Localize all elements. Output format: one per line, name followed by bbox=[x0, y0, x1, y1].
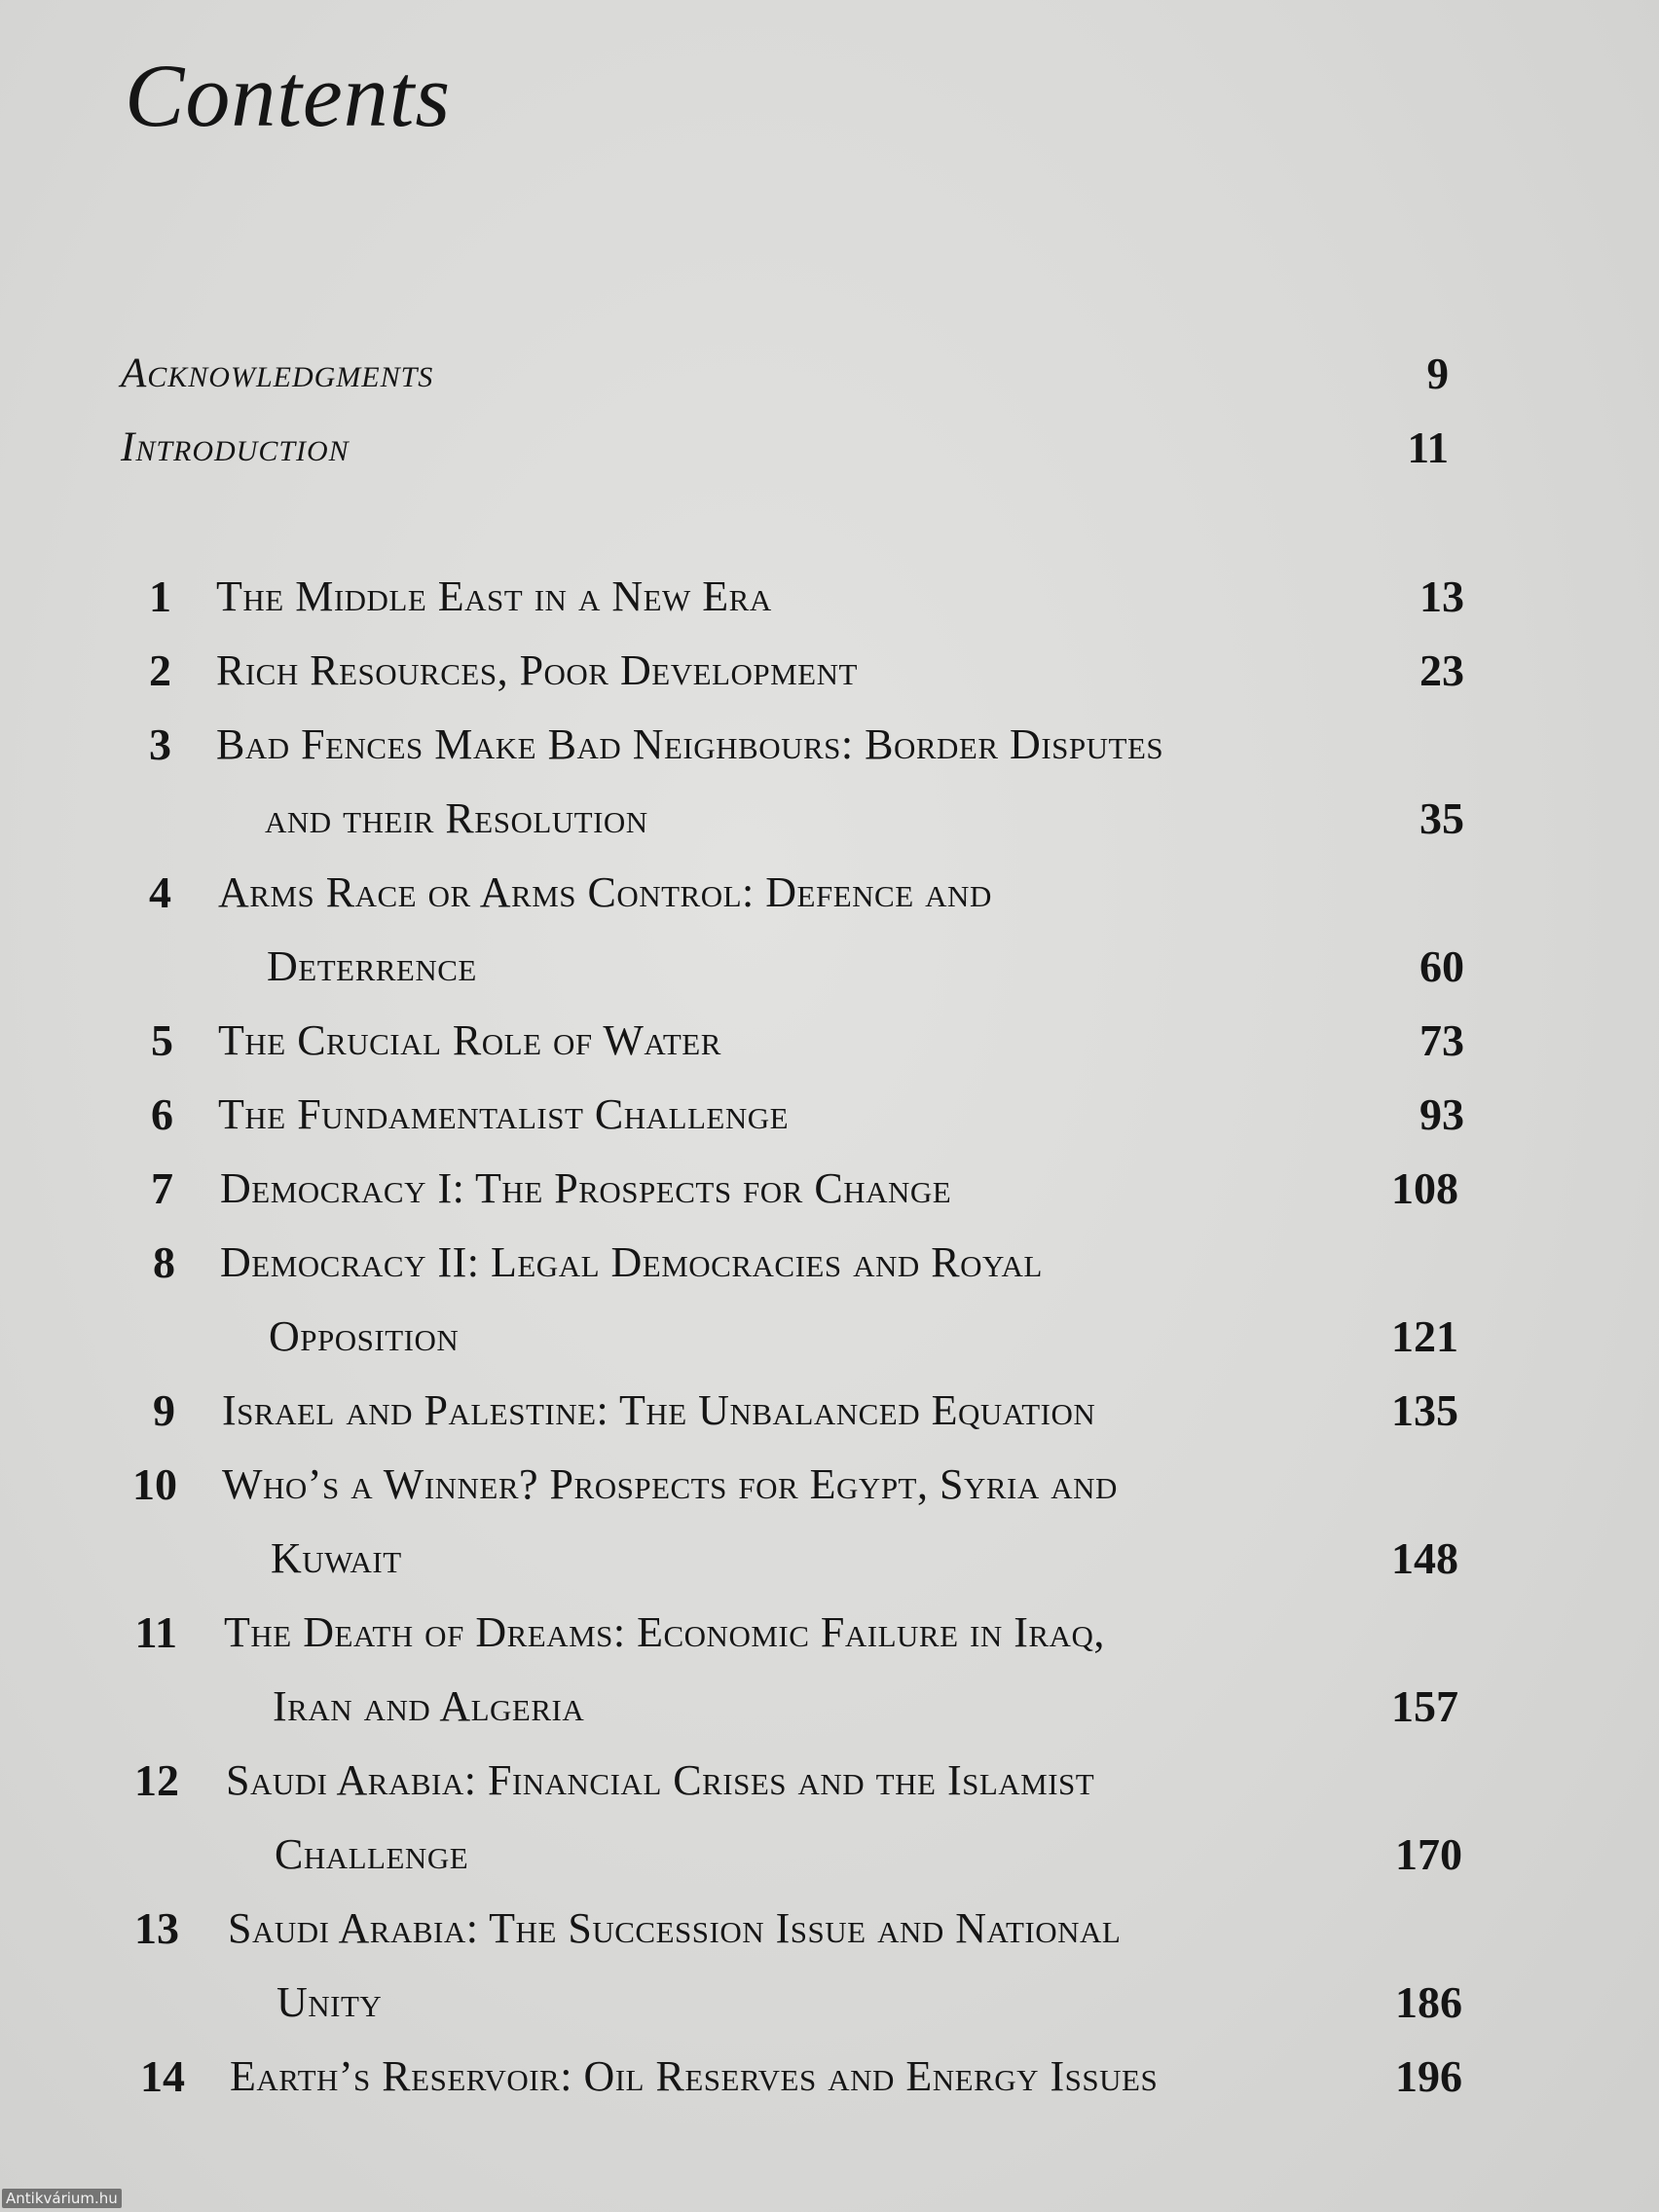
chapter-title: The Middle East in a New Era bbox=[216, 572, 772, 620]
page-number: 186 bbox=[1395, 1977, 1462, 2027]
chapter-number: 1 bbox=[149, 571, 171, 621]
chapter-number: 6 bbox=[151, 1089, 173, 1139]
chapter-title-continued: Deterrence bbox=[267, 942, 477, 990]
chapter-entry-11[interactable] bbox=[0, 1599, 1659, 1667]
page-number: 157 bbox=[1391, 1681, 1458, 1731]
page-number: 73 bbox=[1419, 1015, 1464, 1065]
chapter-entry-10[interactable] bbox=[0, 1451, 1659, 1519]
front-matter-acknowledgments[interactable] bbox=[121, 345, 1449, 403]
chapter-entry-13[interactable] bbox=[0, 1895, 1659, 1963]
chapter-title: Saudi Arabia: Financial Crises and the Islamist bbox=[226, 1756, 1095, 1804]
page-number: 196 bbox=[1395, 2051, 1462, 2101]
chapter-number: 2 bbox=[149, 645, 171, 695]
page-number: 93 bbox=[1419, 1089, 1464, 1139]
page-title: Contents bbox=[125, 46, 452, 145]
chapter-title: Saudi Arabia: The Succession Issue and National bbox=[228, 1904, 1122, 1952]
page-number: 11 bbox=[1407, 424, 1449, 472]
chapter-title: Arms Race or Arms Control: Defence and bbox=[218, 868, 992, 916]
chapter-title: Earth’s Reservoir: Oil Reserves and Energy Issues bbox=[230, 2052, 1159, 2100]
front-matter-label: Acknowledgments bbox=[121, 350, 434, 396]
chapter-title-continued: and their Resolution bbox=[265, 794, 648, 842]
chapter-entry-12-continued[interactable] bbox=[0, 1821, 1659, 1889]
page-number: 23 bbox=[1419, 645, 1464, 695]
chapter-entry-6[interactable] bbox=[0, 1081, 1659, 1149]
chapter-number: 14 bbox=[140, 2051, 185, 2101]
chapter-entry-8-continued[interactable] bbox=[0, 1303, 1659, 1371]
chapter-title: Who’s a Winner? Prospects for Egypt, Syria and bbox=[222, 1460, 1118, 1508]
chapter-number: 12 bbox=[134, 1755, 179, 1805]
chapter-entry-8[interactable] bbox=[0, 1229, 1659, 1297]
chapter-entry-9[interactable] bbox=[0, 1377, 1659, 1445]
page-number: 148 bbox=[1391, 1533, 1458, 1583]
front-matter-introduction[interactable] bbox=[121, 419, 1449, 477]
page-number: 13 bbox=[1419, 571, 1464, 621]
chapter-title: The Fundamentalist Challenge bbox=[218, 1090, 790, 1138]
chapter-entry-5[interactable] bbox=[0, 1007, 1659, 1075]
chapter-entry-3-continued[interactable] bbox=[0, 785, 1659, 853]
chapter-number: 4 bbox=[149, 867, 171, 917]
chapter-number: 13 bbox=[134, 1903, 179, 1953]
chapter-title: The Crucial Role of Water bbox=[218, 1016, 721, 1064]
page-number: 121 bbox=[1391, 1311, 1458, 1361]
page-number: 9 bbox=[1426, 350, 1449, 398]
chapter-entry-4[interactable] bbox=[0, 859, 1659, 927]
chapter-title: Bad Fences Make Bad Neighbours: Border Disputes bbox=[216, 720, 1164, 768]
chapter-number: 9 bbox=[153, 1385, 175, 1435]
chapter-title-continued: Opposition bbox=[269, 1312, 460, 1360]
chapter-number: 3 bbox=[149, 719, 171, 769]
chapter-title: The Death of Dreams: Economic Failure in Iraq, bbox=[224, 1608, 1105, 1656]
page-number: 170 bbox=[1395, 1829, 1462, 1879]
chapter-entry-12[interactable] bbox=[0, 1747, 1659, 1815]
page-number: 108 bbox=[1391, 1163, 1458, 1213]
chapter-title: Rich Resources, Poor Development bbox=[216, 646, 858, 694]
chapter-number: 10 bbox=[132, 1459, 177, 1509]
chapter-title-continued: Unity bbox=[276, 1978, 383, 2026]
chapter-title-continued: Challenge bbox=[275, 1830, 469, 1878]
chapter-title: Democracy I: The Prospects for Change bbox=[220, 1164, 952, 1212]
chapter-entry-3[interactable] bbox=[0, 711, 1659, 779]
chapter-entry-7[interactable] bbox=[0, 1155, 1659, 1223]
chapter-title-continued: Iran and Algeria bbox=[273, 1682, 585, 1730]
chapter-entry-10-continued[interactable] bbox=[0, 1525, 1659, 1593]
chapter-title: Israel and Palestine: The Unbalanced Equation bbox=[222, 1386, 1096, 1434]
chapter-entry-13-continued[interactable] bbox=[0, 1969, 1659, 2037]
page-number: 60 bbox=[1419, 941, 1464, 991]
chapter-entry-2[interactable] bbox=[0, 637, 1659, 705]
chapter-number: 8 bbox=[153, 1237, 175, 1287]
chapter-title: Democracy II: Legal Democracies and Royal bbox=[220, 1238, 1043, 1286]
chapter-number: 7 bbox=[151, 1163, 173, 1213]
chapter-title-continued: Kuwait bbox=[271, 1534, 402, 1582]
page-number: 135 bbox=[1391, 1385, 1458, 1435]
site-watermark: Antikvárium.hu bbox=[2, 2189, 122, 2208]
chapter-entry-11-continued[interactable] bbox=[0, 1673, 1659, 1741]
page-number: 35 bbox=[1419, 793, 1464, 843]
chapter-number: 5 bbox=[151, 1015, 173, 1065]
chapter-number: 11 bbox=[134, 1607, 177, 1657]
chapter-entry-4-continued[interactable] bbox=[0, 933, 1659, 1001]
front-matter-label: Introduction bbox=[121, 424, 350, 470]
chapter-entry-1[interactable] bbox=[0, 563, 1659, 631]
chapter-entry-14[interactable] bbox=[0, 2043, 1659, 2111]
